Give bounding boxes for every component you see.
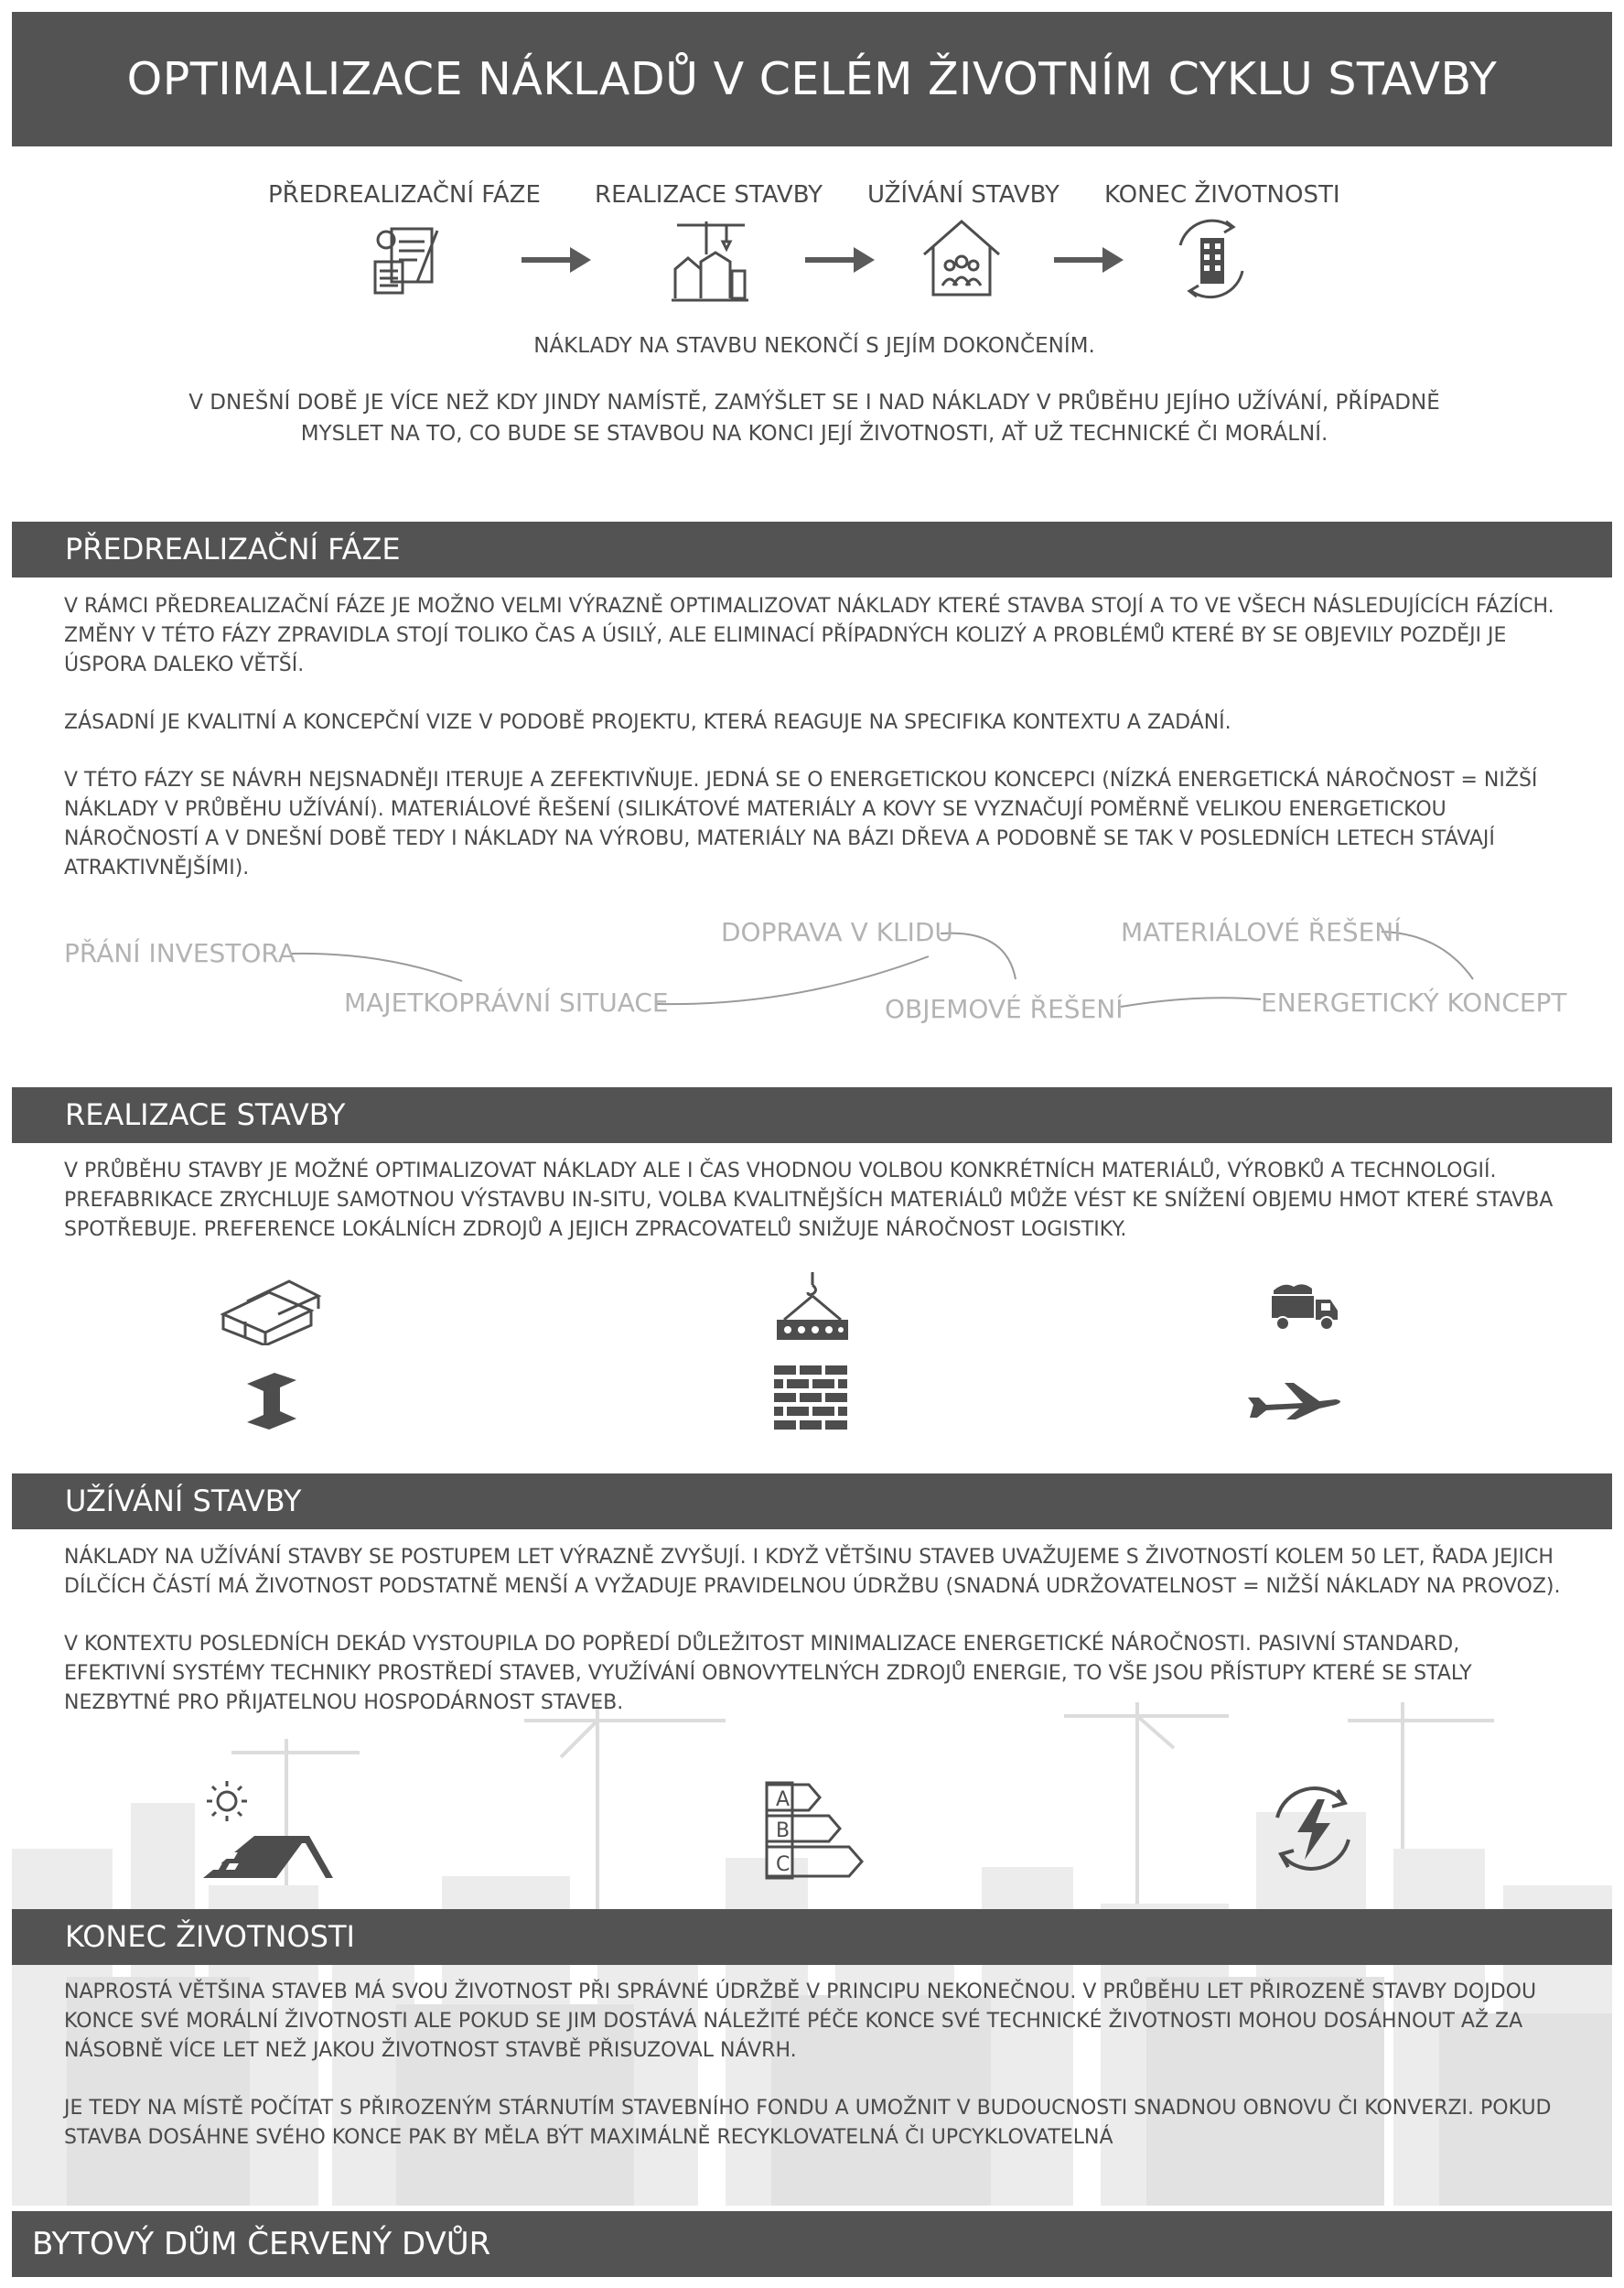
timber-beams-icon (220, 1274, 322, 1345)
renewable-energy-icon (1259, 1777, 1367, 1880)
arrow-right-icon (1052, 242, 1125, 278)
section-header-uzivani (12, 1473, 1612, 1529)
concept-label: DOPRAVA V KLIDU (721, 917, 953, 947)
section-title: PŘEDREALIZAČNÍ FÁZE (65, 532, 401, 567)
phase-label-predrealizace: PŘEDREALIZAČNÍ FÁZE (268, 181, 541, 209)
steel-beam-icon (243, 1371, 300, 1430)
paragraph: V RÁMCI PŘEDREALIZAČNÍ FÁZE JE MOŽNO VELMI VÝRAZNĚ OPTIMALIZOVAT NÁKLADY KTERÉ STAVBA STOJÍ A TO VE VŠECH NÁSLEDUJÍCÍCH FÁZÍCH. ZMĚNY V TÉTO FÁZY ZPRAVIDLA STOJÍ TOLIKO ČAS A ÚSILÝ, ALE ELIMINACÍ PŘÍPADNÝCH KOLIZÝ A PROBLÉMŮ KTERÉ BY SE OBJEVILY POZDĚJI JE ÚSPORA DALEKO VĚTŠÍ. (64, 595, 1554, 676)
section-header-realizace (12, 1087, 1612, 1143)
brick-wall-icon (774, 1365, 847, 1430)
solar-roof-icon (199, 1779, 337, 1882)
footer-bar (12, 2211, 1612, 2277)
concept-label: MAJETKOPRÁVNÍ SITUACE (344, 988, 669, 1018)
section-header-predrealizace (12, 522, 1612, 577)
section-header-konec (12, 1909, 1612, 1965)
page-title: OPTIMALIZACE NÁKLADŮ V CELÉM ŽIVOTNÍM CYKLU STAVBY (126, 53, 1498, 105)
concept-label: ENERGETICKÝ KONCEPT (1261, 988, 1567, 1018)
section-body-predrealizace (64, 592, 1565, 912)
arrow-right-icon (803, 242, 877, 278)
concept-label: OBJEMOVÉ ŘEŠENÍ (885, 994, 1124, 1024)
paragraph: V KONTEXTU POSLEDNÍCH DEKÁD VYSTOUPILA DO POPŘEDÍ DŮLEŽITOST MINIMALIZACE ENERGETICKÉ NÁROČNOSTI. PASIVNÍ STANDARD, EFEKTIVNÍ SYSTÉMY TECHNIKY PROSTŘEDÍ STAVEB, VYUŽÍVÁNÍ OBNOVYTELNÝCH ZDROJŮ ENERGIE, TO VŠE JSOU PŘÍSTUPY KTERÉ SE STALY NEZBYTNÉ PRO PŘIJATELNOU HOSPODÁRNOST STAVEB. (64, 1633, 1472, 1714)
energy-class-c: C (776, 1853, 790, 1876)
house-people-icon (920, 216, 1003, 300)
paragraph: NAPROSTÁ VĚTŠINA STAVEB MÁ SVOU ŽIVOTNOST PŘI SPRÁVNÉ ÚDRŽBĚ V PRINCIPU NEKONEČNOU. V PRŮBĚHU LET PŘIROZENĚ STAVBY DOJDOU KONCE SVÉ MORÁLNÍ ŽIVOTNOSTI ALE POKUD SE JIM DOSTÁVÁ NÁLEŽITÉ PÉČE KONCE SVÉ TECHNICKÉ ŽIVOTNOSTI MOHOU DOSÁHNOUT AŽ ZA NÁSOBNĚ VÍCE LET NEŽ JAKOU ŽIVOTNOST STAVBĚ PŘISUZOVAL NÁVRH. (64, 1980, 1537, 2062)
prefab-panel-crane-icon (773, 1270, 852, 1345)
phase-label-realizace: REALIZACE STAVBY (595, 181, 823, 209)
section-body-konec (64, 1978, 1565, 2181)
intro-line-2: MYSLET NA TO, CO BUDE SE STAVBOU NA KONCI JEJÍ ŽIVOTNOSTI, AŤ UŽ TECHNICKÉ ČI MORÁLNÍ. (300, 422, 1328, 446)
dump-truck-icon (1270, 1281, 1339, 1333)
paragraph: V PRŮBĚHU STAVBY JE MOŽNÉ OPTIMALIZOVAT NÁKLADY ALE I ČAS VHODNOU VOLBOU KONKRÉTNÍCH MATERIÁLŮ, VÝROBKŮ A TECHNOLOGIÍ. PREFABRIKACE ZRYCHLUJE SAMOTNOU VÝSTAVBU IN-SITU, VOLBA KVALITNĚJŠÍCH MATERIÁLŮ MŮŽE VÉST KE SNÍŽENÍ OBJEMU HMOT KTERÉ STAVBA SPOTŘEBUJE. PREFERENCE LOKÁLNÍCH ZDROJŮ A JEJICH ZPRACOVATELŮ SNIŽUJE NÁROČNOST LOGISTIKY. (64, 1160, 1554, 1241)
concept-label: MATERIÁLOVÉ ŘEŠENÍ (1121, 917, 1402, 947)
energy-rating-icon (765, 1781, 867, 1880)
section-title: UŽÍVÁNÍ STAVBY (65, 1484, 302, 1518)
building-recycle-icon (1167, 218, 1255, 300)
energy-class-a: A (776, 1788, 790, 1811)
arrow-right-icon (520, 242, 593, 278)
page-title-bar (12, 12, 1612, 146)
paragraph: NÁKLADY NA UŽÍVÁNÍ STAVBY SE POSTUPEM LET VÝRAZNĚ ZVYŠUJÍ. I KDYŽ VĚTŠINU STAVEB UVAŽUJEME S ŽIVOTNOSTÍ KOLEM 50 LET, ŘADA JEJICH DÍLČÍCH ČÁSTÍ MÁ ŽIVOTNOST PODSTATNĚ MENŠÍ A VYŽADUJE PRAVIDELNOU ÚDRŽBU (SNADNÁ UDRŽOVATELNOST = NIŽŠÍ NÁKLADY NA PROVOZ). (64, 1546, 1561, 1598)
paragraph: ZÁSADNÍ JE KVALITNÍ A KONCEPČNÍ VIZE V PODOBĚ PROJEKTU, KTERÁ REAGUJE NA SPECIFIKA KONTEXTU A ZADÁNÍ. (64, 711, 1231, 734)
energy-class-b: B (776, 1819, 790, 1842)
paragraph: V TÉTO FÁZY SE NÁVRH NEJSNADNĚJI ITERUJE A ZEFEKTIVŇUJE. JEDNÁ SE O ENERGETICKOU KONCEPCI (NÍZKÁ ENERGETICKÁ NÁROČNOST = NIŽŠÍ NÁKLADY V PRŮBĚHU UŽÍVÁNÍ). MATERIÁLOVÉ ŘEŠENÍ (SILIKÁTOVÉ MATERIÁLY A KOVY SE VYZNAČUJÍ POMĚRNĚ VELIKOU ENERGETICKOU NÁROČNOSTÍ A V DNEŠNÍ DOBĚ TEDY I NÁKLADY NA VÝROBU, MATERIÁLY NA BÁZI DŘEVA A PODOBNĚ SE TAK V POSLEDNÍCH LETECH STÁVAJÍ ATRAKTIVNĚJŠÍMI). (64, 769, 1538, 880)
phase-label-uzivani: UŽÍVÁNÍ STAVBY (867, 181, 1059, 209)
intro-lead: NÁKLADY NA STAVBU NEKONČÍ S JEJÍM DOKONČENÍM. (533, 334, 1095, 358)
section-title: REALIZACE STAVBY (65, 1097, 346, 1132)
planning-document-icon (366, 218, 448, 300)
section-body-realizace (64, 1157, 1565, 1273)
intro-line-1: V DNEŠNÍ DOBĚ JE VÍCE NEŽ KDY JINDY NAMÍSTĚ, ZAMÝŠLET SE I NAD NÁKLADY V PRŮBĚHU JEJÍHO UŽÍVÁNÍ, PŘÍPADNĚ (188, 391, 1440, 415)
footer-title: BYTOVÝ DŮM ČERVENÝ DVŮR (32, 2226, 491, 2262)
airplane-icon (1244, 1377, 1345, 1421)
section-title: KONEC ŽIVOTNOSTI (65, 1919, 355, 1954)
concept-label: PŘÁNÍ INVESTORA (64, 938, 296, 968)
construction-crane-icon (668, 218, 750, 304)
section-body-uzivani (64, 1543, 1565, 1746)
phase-label-konec: KONEC ŽIVOTNOSTI (1104, 181, 1340, 209)
paragraph: JE TEDY NA MÍSTĚ POČÍTAT S PŘIROZENÝM STÁRNUTÍM STAVEBNÍHO FONDU A UMOŽNIT V BUDOUCNOSTI SNADNOU OBNOVU ČI KONVERZI. POKUD STAVBA DOSÁHNE SVÉHO KONCE PAK BY MĚLA BÝT MAXIMÁLNĚ RECYKLOVATELNÁ ČI UPCYKLOVATELNÁ (64, 2097, 1552, 2149)
